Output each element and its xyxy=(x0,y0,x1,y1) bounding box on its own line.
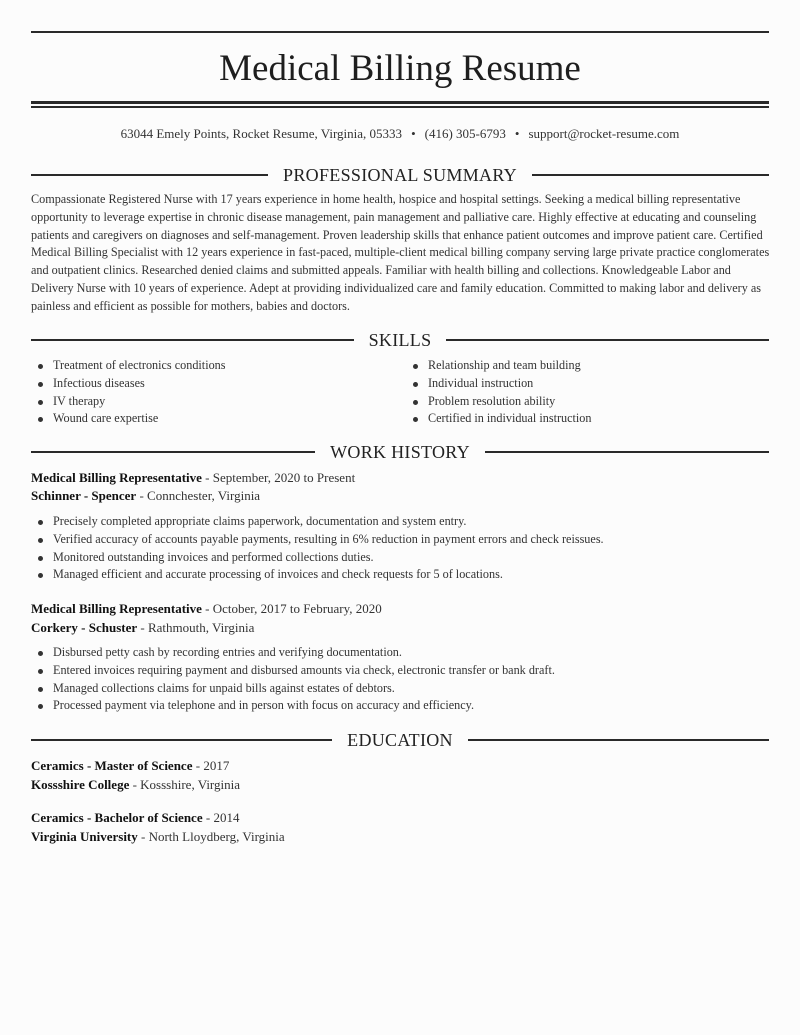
contact-line xyxy=(0,124,800,144)
contact-address: 63044 Emely Points, Rocket Resume, Virginia, 05333 xyxy=(120,126,403,141)
top-rule xyxy=(31,31,769,33)
education-school: Virginia University xyxy=(31,829,138,844)
contact-separator: • xyxy=(514,126,520,141)
skill-item: Certified in individual instruction xyxy=(406,410,766,428)
job-bullet: Precisely completed appropriate claims paperwork, documentation and system entry. xyxy=(31,513,771,531)
section-header-education xyxy=(31,729,769,751)
job-bullet: Entered invoices requiring payment and disbursed amounts via check, electronic transfer or bank draft. xyxy=(31,662,771,680)
section-title: SKILLS xyxy=(368,329,432,350)
job-location: - Connchester, Virginia xyxy=(136,488,261,503)
section-title: PROFESSIONAL SUMMARY xyxy=(283,164,517,185)
job-company-line xyxy=(31,619,254,637)
skill-item: IV therapy xyxy=(31,393,391,411)
header-double-rule xyxy=(31,101,769,108)
job-dates: - October, 2017 to February, 2020 xyxy=(201,601,382,616)
education-location: - Kossshire, Virginia xyxy=(129,777,241,792)
education-school-line xyxy=(31,776,240,794)
education-year: - 2014 xyxy=(202,810,240,825)
skills-list-left xyxy=(31,357,391,428)
education-degree-line xyxy=(31,809,239,827)
job-company-line xyxy=(31,487,260,505)
section-title: WORK HISTORY xyxy=(330,441,470,462)
job-bullet: Verified accuracy of accounts payable payments, resulting in 6% reduction in payment errors and check reissues. xyxy=(31,531,771,549)
education-degree: Ceramics - Master of Science xyxy=(31,758,193,773)
skills-list-right xyxy=(406,357,766,428)
education-location: - North Lloydberg, Virginia xyxy=(137,829,285,844)
skill-item: Problem resolution ability xyxy=(406,393,766,411)
section-header-work xyxy=(31,441,769,463)
education-degree: Ceramics - Bachelor of Science xyxy=(31,810,203,825)
job-bullet: Processed payment via telephone and in person with focus on accuracy and efficiency. xyxy=(31,697,771,715)
job-dates: - September, 2020 to Present xyxy=(201,470,356,485)
skill-item: Wound care expertise xyxy=(31,410,391,428)
education-school: Kossshire College xyxy=(31,777,130,792)
section-header-skills xyxy=(31,329,769,351)
skill-item: Infectious diseases xyxy=(31,375,391,393)
job-bullet: Disbursed petty cash by recording entries and verifying documentation. xyxy=(31,644,771,662)
job-bullet: Monitored outstanding invoices and performed collections duties. xyxy=(31,549,771,567)
summary-paragraph: Compassionate Registered Nurse with 17 years experience in home health, hospice and hospital settings. Seeking a medical billing representative opportunity to leverage expertise in chronic disease management, pain management and palliative care. Highly effective at educating and counseling patients and caregivers on diagnoses and self-management. Proven leadership skills that enhance patient outcomes and improve patient care. Certified Medical Billing Specialist with 12 years experience in fast-paced, multiple-client medical billing company serving large private practice conglomerates and outpatient clinics. Researched denied claims and submitted appeals. Familiar with health billing and collections. Knowledgeable Labor and Delivery Nurse with 10 years of experience. Adept at providing individualized care and family education. Committed to making labor and delivery as painless and efficient as possible for mothers, babies and doctors. xyxy=(31,192,770,313)
section-title: EDUCATION xyxy=(347,729,453,750)
job-company: Corkery - Schuster xyxy=(31,620,138,635)
job-bullets xyxy=(31,644,771,715)
skill-item: Individual instruction xyxy=(406,375,766,393)
contact-email: support@rocket-resume.com xyxy=(528,126,680,141)
job-location: - Rathmouth, Virginia xyxy=(137,620,255,635)
job-title: Medical Billing Representative xyxy=(31,601,202,616)
job-title: Medical Billing Representative xyxy=(31,470,202,485)
job-title-line xyxy=(31,469,355,487)
job-bullets xyxy=(31,513,771,584)
contact-separator: • xyxy=(411,126,416,141)
education-school-line xyxy=(31,828,285,846)
section-header-summary xyxy=(31,164,769,186)
job-bullet: Managed collections claims for unpaid bills against estates of debtors. xyxy=(31,680,771,698)
skill-item: Relationship and team building xyxy=(406,357,766,375)
education-year: - 2017 xyxy=(192,758,230,773)
skill-item: Treatment of electronics conditions xyxy=(31,357,391,375)
job-title-line xyxy=(31,600,382,618)
job-bullet: Managed efficient and accurate processing of invoices and check requests for 5 of locations. xyxy=(31,566,771,584)
contact-phone: (416) 305-6793 xyxy=(424,126,506,141)
job-company: Schinner - Spencer xyxy=(31,488,137,503)
resume-title: Medical Billing Resume xyxy=(219,48,581,89)
education-degree-line xyxy=(31,757,229,775)
